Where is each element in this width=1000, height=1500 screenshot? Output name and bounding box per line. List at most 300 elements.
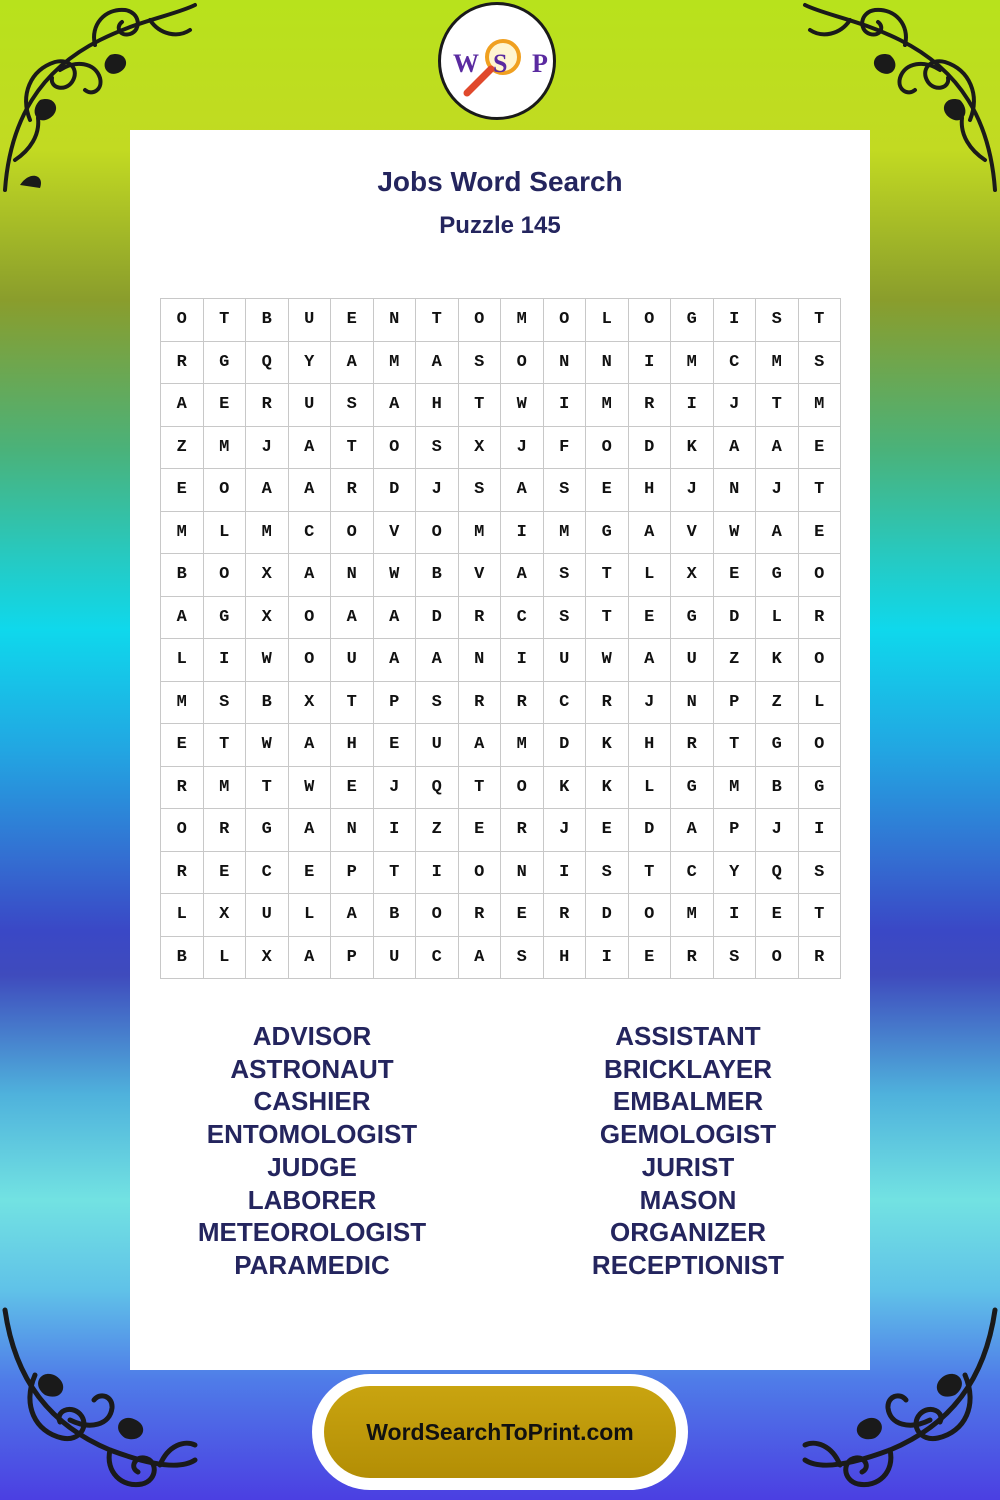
grid-cell[interactable]: R [798,936,841,979]
grid-cell[interactable]: W [713,511,756,554]
grid-cell[interactable]: P [713,809,756,852]
grid-cell[interactable]: A [458,724,501,767]
page-title: Jobs Word Search [377,166,623,197]
grid-cell[interactable]: O [288,639,331,682]
grid-cell[interactable]: H [628,469,671,512]
grid-cell[interactable]: N [331,554,374,597]
grid-cell[interactable]: M [203,766,246,809]
grid-cell[interactable]: I [628,341,671,384]
word-item: JUDGE [267,1151,357,1182]
grid-cell[interactable]: A [756,426,799,469]
grid-cell[interactable]: N [373,299,416,342]
grid-cell[interactable]: R [628,384,671,427]
grid-cell[interactable]: M [246,511,289,554]
grid-cell[interactable]: S [416,426,459,469]
grid-cell[interactable]: O [798,554,841,597]
grid-cell[interactable]: O [501,766,544,809]
grid-cell[interactable]: U [416,724,459,767]
grid-cell[interactable]: C [288,511,331,554]
word-item: JURIST [641,1151,735,1182]
grid-cell[interactable]: L [628,554,671,597]
grid-cell[interactable]: D [373,469,416,512]
word-item: LABORER [247,1184,377,1215]
grid-cell[interactable]: M [161,681,204,724]
grid-cell[interactable]: T [203,299,246,342]
grid-cell[interactable]: A [288,809,331,852]
grid-cell[interactable]: L [203,511,246,554]
grid-cell[interactable]: A [331,894,374,937]
grid-cell[interactable]: B [416,554,459,597]
grid-cell[interactable]: L [798,681,841,724]
grid-cell[interactable]: L [203,936,246,979]
grid-cell[interactable]: A [416,341,459,384]
grid-cell[interactable]: R [161,766,204,809]
grid-cell[interactable]: O [543,299,586,342]
grid-cell[interactable]: A [501,554,544,597]
site-logo[interactable] [438,2,556,120]
logo-letter-w: W [453,49,479,78]
grid-cell[interactable]: S [756,299,799,342]
grid-cell[interactable]: O [416,894,459,937]
grid-row [161,766,841,809]
grid-cell[interactable]: S [543,596,586,639]
grid-cell[interactable]: A [373,596,416,639]
word-item: BRICKLAYER [603,1053,773,1084]
letter-grid [160,298,841,979]
grid-cell[interactable]: K [671,426,714,469]
grid-cell[interactable]: T [331,426,374,469]
site-link-text: WordSearchToPrint.com [366,1418,634,1445]
grid-cell[interactable]: N [671,681,714,724]
grid-cell[interactable]: T [331,681,374,724]
grid-cell[interactable]: I [543,384,586,427]
grid-cell[interactable]: O [203,469,246,512]
grid-cell[interactable]: A [288,936,331,979]
grid-cell[interactable]: G [756,554,799,597]
grid-cell[interactable]: T [713,724,756,767]
grid-cell[interactable]: T [203,724,246,767]
grid-cell[interactable]: S [543,554,586,597]
grid-cell[interactable]: W [373,554,416,597]
grid-cell[interactable]: D [628,426,671,469]
grid-cell[interactable]: Z [416,809,459,852]
grid-cell[interactable]: B [246,299,289,342]
grid-cell[interactable]: O [203,554,246,597]
grid-cell[interactable]: P [331,851,374,894]
grid-cell[interactable]: S [331,384,374,427]
grid-cell[interactable]: E [288,851,331,894]
grid-cell[interactable]: U [373,936,416,979]
grid-cell[interactable]: E [331,766,374,809]
grid-cell[interactable]: Z [756,681,799,724]
grid-cell[interactable]: L [288,894,331,937]
grid-cell[interactable]: K [756,639,799,682]
grid-cell[interactable]: O [161,299,204,342]
grid-cell[interactable]: O [628,894,671,937]
grid-cell[interactable]: W [288,766,331,809]
grid-cell[interactable]: O [586,426,629,469]
grid-cell[interactable]: G [671,596,714,639]
grid-cell[interactable]: D [586,894,629,937]
grid-row [161,851,841,894]
grid-cell[interactable]: N [713,469,756,512]
grid-cell[interactable]: N [501,851,544,894]
grid-cell[interactable]: E [586,809,629,852]
grid-cell[interactable]: R [331,469,374,512]
grid-cell[interactable]: M [501,724,544,767]
grid-cell[interactable]: I [798,809,841,852]
grid-cell[interactable]: C [671,851,714,894]
grid-cell[interactable]: A [288,554,331,597]
grid-cell[interactable]: E [628,936,671,979]
grid-cell[interactable]: E [756,894,799,937]
grid-cell[interactable]: N [543,341,586,384]
grid-row [161,511,841,554]
grid-cell[interactable]: D [543,724,586,767]
grid-row [161,554,841,597]
grid-row [161,894,841,937]
grid-cell[interactable]: M [501,299,544,342]
grid-cell[interactable]: U [288,384,331,427]
grid-cell[interactable]: A [458,936,501,979]
grid-cell[interactable]: O [798,639,841,682]
word-list-left [132,1020,492,1282]
grid-cell[interactable]: L [586,299,629,342]
site-link-button[interactable] [324,1386,676,1478]
grid-cell[interactable]: L [756,596,799,639]
grid-row [161,299,841,342]
grid-row [161,384,841,427]
grid-cell[interactable]: A [373,384,416,427]
grid-cell[interactable]: G [671,299,714,342]
grid-cell[interactable]: R [798,596,841,639]
grid-row [161,596,841,639]
site-badge [312,1374,688,1490]
grid-cell[interactable]: X [458,426,501,469]
grid-cell[interactable]: R [458,596,501,639]
grid-cell[interactable]: R [501,681,544,724]
grid-cell[interactable]: O [756,936,799,979]
grid-cell[interactable]: B [161,936,204,979]
grid-cell[interactable]: E [373,724,416,767]
grid-cell[interactable]: J [543,809,586,852]
grid-cell[interactable]: N [586,341,629,384]
grid-cell[interactable]: X [246,554,289,597]
grid-cell[interactable]: S [798,851,841,894]
grid-cell[interactable]: R [161,851,204,894]
word-item: ADVISOR [252,1021,372,1051]
grid-cell[interactable]: J [671,469,714,512]
puzzle-number: Puzzle 145 [439,212,561,239]
grid-cell[interactable]: T [798,894,841,937]
grid-cell[interactable]: E [628,596,671,639]
grid-cell[interactable]: A [161,596,204,639]
grid-cell[interactable]: G [671,766,714,809]
grid-cell[interactable]: A [671,809,714,852]
grid-cell[interactable]: W [501,384,544,427]
grid-cell[interactable]: H [543,936,586,979]
grid-cell[interactable]: O [628,299,671,342]
grid-cell[interactable]: C [416,936,459,979]
grid-cell[interactable]: M [203,426,246,469]
grid-cell[interactable]: I [373,809,416,852]
grid-cell[interactable]: C [246,851,289,894]
grid-cell[interactable]: Q [416,766,459,809]
grid-cell[interactable]: A [331,341,374,384]
grid-cell[interactable]: E [501,894,544,937]
word-list-right [508,1020,868,1282]
grid-cell[interactable]: E [713,554,756,597]
grid-cell[interactable]: T [628,851,671,894]
grid-cell[interactable]: A [373,639,416,682]
grid-cell[interactable]: T [798,299,841,342]
grid-cell[interactable]: R [586,681,629,724]
grid-cell[interactable]: E [331,299,374,342]
grid-cell[interactable]: M [713,766,756,809]
grid-cell[interactable]: U [288,299,331,342]
grid-cell[interactable]: O [161,809,204,852]
grid-cell[interactable]: M [798,384,841,427]
word-item: RECEPTIONIST [591,1249,785,1280]
grid-cell[interactable]: J [246,426,289,469]
grid-cell[interactable]: G [586,511,629,554]
grid-cell[interactable]: T [756,384,799,427]
grid-cell[interactable]: P [331,936,374,979]
grid-cell[interactable]: V [671,511,714,554]
grid-cell[interactable]: J [416,469,459,512]
grid-cell[interactable]: U [543,639,586,682]
grid-cell[interactable]: E [203,851,246,894]
grid-cell[interactable]: A [288,724,331,767]
grid-cell[interactable]: E [458,809,501,852]
grid-cell[interactable]: E [586,469,629,512]
grid-cell[interactable]: T [416,299,459,342]
word-item: ENTOMOLOGIST [206,1119,418,1150]
grid-cell[interactable]: L [161,639,204,682]
grid-cell[interactable]: D [416,596,459,639]
grid-cell[interactable]: U [671,639,714,682]
grid-cell[interactable]: J [501,426,544,469]
grid-cell[interactable]: S [798,341,841,384]
grid-cell[interactable]: E [798,426,841,469]
grid-cell[interactable]: G [798,766,841,809]
word-item: ASTRONAUT [230,1053,394,1084]
grid-cell[interactable]: S [543,469,586,512]
grid-cell[interactable]: A [331,596,374,639]
grid-cell[interactable]: E [203,384,246,427]
grid-cell[interactable]: O [288,596,331,639]
grid-cell[interactable]: R [203,809,246,852]
grid-cell[interactable]: T [458,766,501,809]
grid-cell[interactable]: M [373,341,416,384]
grid-cell[interactable]: O [798,724,841,767]
grid-cell[interactable]: S [416,681,459,724]
grid-cell[interactable]: U [331,639,374,682]
grid-cell[interactable]: I [586,936,629,979]
grid-cell[interactable]: K [586,766,629,809]
grid-cell[interactable]: A [246,469,289,512]
grid-cell[interactable]: E [798,511,841,554]
grid-cell[interactable]: O [501,341,544,384]
grid-cell[interactable]: X [671,554,714,597]
grid-cell[interactable]: J [756,469,799,512]
grid-cell[interactable]: X [288,681,331,724]
logo-letter-p: P [532,49,548,78]
grid-cell[interactable]: O [458,299,501,342]
grid-cell[interactable]: O [458,851,501,894]
grid-row [161,936,841,979]
grid-cell[interactable]: A [501,469,544,512]
grid-cell[interactable]: M [543,511,586,554]
grid-cell[interactable]: W [246,639,289,682]
grid-cell[interactable]: A [416,639,459,682]
grid-cell[interactable]: P [713,681,756,724]
grid-cell[interactable]: X [246,596,289,639]
grid-cell[interactable]: O [416,511,459,554]
grid-cell[interactable]: I [713,299,756,342]
grid-cell[interactable]: Z [161,426,204,469]
puzzle-sheet [130,130,870,1370]
word-item: ASSISTANT [615,1021,761,1051]
grid-cell[interactable]: R [161,341,204,384]
grid-cell[interactable]: A [756,511,799,554]
grid-cell[interactable]: H [416,384,459,427]
logo-letter-s: S [493,49,508,78]
grid-cell[interactable]: T [373,851,416,894]
grid-cell[interactable]: L [161,894,204,937]
grid-cell[interactable]: W [586,639,629,682]
grid-row [161,809,841,852]
grid-cell[interactable]: Y [713,851,756,894]
grid-cell[interactable]: E [161,469,204,512]
grid-cell[interactable]: S [458,469,501,512]
grid-row [161,341,841,384]
grid-cell[interactable]: B [373,894,416,937]
grid-cell[interactable]: S [713,936,756,979]
grid-cell[interactable]: F [543,426,586,469]
grid-cell[interactable]: J [373,766,416,809]
grid-cell[interactable]: X [203,894,246,937]
grid-cell[interactable]: T [798,469,841,512]
grid-cell[interactable]: R [671,724,714,767]
grid-cell[interactable]: M [586,384,629,427]
grid-cell[interactable]: I [501,639,544,682]
grid-cell[interactable]: I [416,851,459,894]
grid-cell[interactable]: M [671,894,714,937]
grid-cell[interactable]: A [628,639,671,682]
word-item: GEMOLOGIST [599,1119,777,1150]
grid-cell[interactable]: V [373,511,416,554]
grid-cell[interactable]: G [203,596,246,639]
grid-cell[interactable]: W [246,724,289,767]
grid-cell[interactable]: B [246,681,289,724]
grid-cell[interactable]: G [246,809,289,852]
grid-cell[interactable]: I [543,851,586,894]
grid-cell[interactable]: H [331,724,374,767]
grid-cell[interactable]: T [458,384,501,427]
grid-cell[interactable]: S [586,851,629,894]
grid-cell[interactable]: D [713,596,756,639]
grid-cell[interactable]: V [458,554,501,597]
grid-cell[interactable]: I [203,639,246,682]
grid-cell[interactable]: C [543,681,586,724]
grid-cell[interactable]: I [713,894,756,937]
grid-cell[interactable]: T [586,596,629,639]
grid-cell[interactable]: L [628,766,671,809]
grid-cell[interactable]: U [246,894,289,937]
grid-row [161,639,841,682]
grid-row [161,724,841,767]
grid-cell[interactable]: A [288,469,331,512]
grid-cell[interactable]: S [203,681,246,724]
grid-cell[interactable]: D [628,809,671,852]
grid-cell[interactable]: M [756,341,799,384]
grid-cell[interactable]: E [161,724,204,767]
grid-cell[interactable]: O [331,511,374,554]
grid-cell[interactable]: I [671,384,714,427]
grid-cell[interactable]: P [373,681,416,724]
grid-cell[interactable]: K [543,766,586,809]
grid-cell[interactable]: Q [756,851,799,894]
grid-cell[interactable]: C [501,596,544,639]
grid-cell[interactable]: A [161,384,204,427]
grid-cell[interactable]: T [246,766,289,809]
grid-cell[interactable]: N [458,639,501,682]
grid-cell[interactable]: T [586,554,629,597]
word-item: EMBALMER [612,1086,764,1117]
grid-row [161,469,841,512]
grid-cell[interactable]: J [628,681,671,724]
grid-cell[interactable]: A [713,426,756,469]
word-item: CASHIER [253,1086,371,1117]
grid-cell[interactable]: N [331,809,374,852]
grid-cell[interactable]: Z [713,639,756,682]
grid-cell[interactable]: G [203,341,246,384]
grid-cell[interactable]: J [756,809,799,852]
word-item: MASON [639,1184,737,1215]
grid-cell[interactable]: I [501,511,544,554]
grid-cell[interactable]: R [458,681,501,724]
grid-row [161,426,841,469]
grid-cell[interactable]: G [756,724,799,767]
grid-cell[interactable]: R [246,384,289,427]
grid-cell[interactable]: S [458,341,501,384]
grid-cell[interactable]: H [628,724,671,767]
grid-cell[interactable]: A [628,511,671,554]
grid-cell[interactable]: C [713,341,756,384]
grid-cell[interactable]: Y [288,341,331,384]
grid-cell[interactable]: B [756,766,799,809]
grid-cell[interactable]: R [458,894,501,937]
word-item: METEOROLOGIST [197,1217,427,1248]
word-item: ORGANIZER [610,1217,766,1248]
grid-cell[interactable]: R [501,809,544,852]
grid-cell[interactable]: B [161,554,204,597]
grid-cell[interactable]: M [161,511,204,554]
grid-cell[interactable]: M [458,511,501,554]
grid-cell[interactable]: S [501,936,544,979]
grid-cell[interactable]: Q [246,341,289,384]
grid-cell[interactable]: J [713,384,756,427]
grid-cell[interactable]: R [543,894,586,937]
grid-row [161,681,841,724]
grid-cell[interactable]: R [671,936,714,979]
grid-cell[interactable]: K [586,724,629,767]
grid-cell[interactable]: X [246,936,289,979]
grid-cell[interactable]: A [288,426,331,469]
grid-cell[interactable]: O [373,426,416,469]
grid-cell[interactable]: M [671,341,714,384]
